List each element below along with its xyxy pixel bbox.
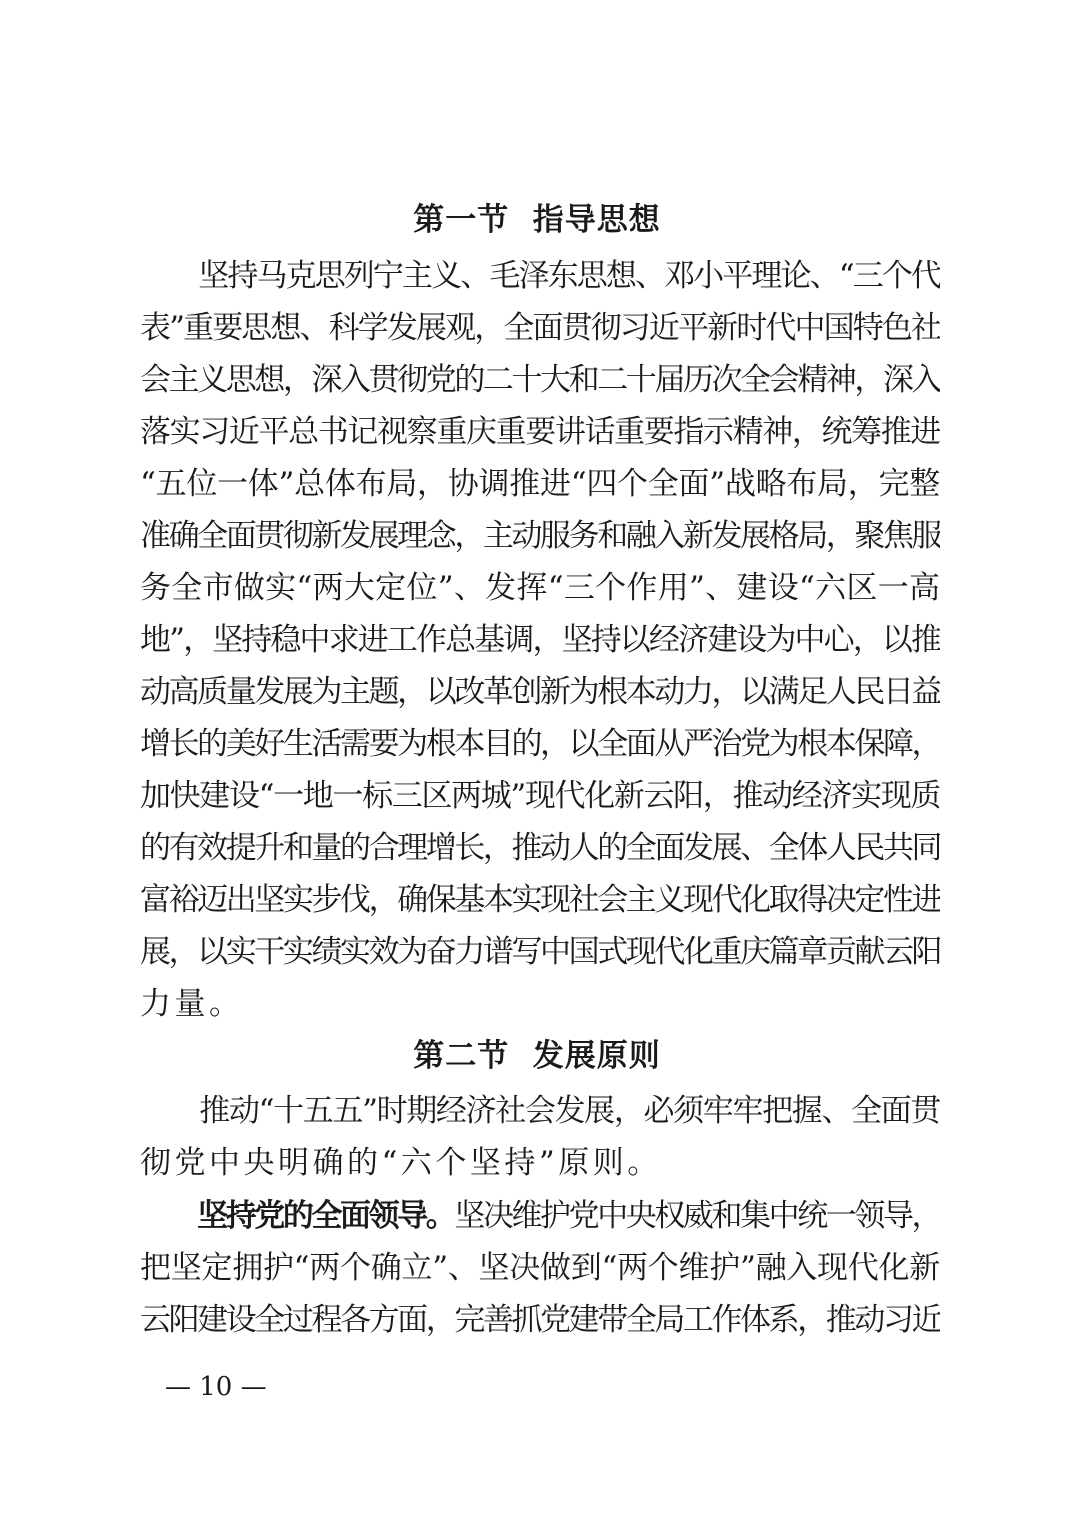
section1-paragraph	[140, 250, 940, 1030]
paragraph-line	[140, 1190, 940, 1242]
paragraph-line: 的有效提升和量的合理增长，推动人的全面发展、全体人民共同	[140, 830, 940, 866]
paragraph-line: 云阳建设全过程各方面，完善抓党建带全局工作体系，推动习近	[140, 1302, 940, 1338]
paragraph-line: 坚持马克思列宁主义、毛泽东思想、邓小平理论、“三个代	[140, 258, 940, 294]
paragraph-line: 富裕迈出坚实步伐，确保基本实现社会主义现代化取得决定性进	[140, 882, 940, 918]
page-number: — 10 —	[165, 1372, 267, 1402]
paragraph-line: 增长的美好生活需要为根本目的，以全面从严治党为根本保障，	[140, 726, 940, 762]
section2-principle-paragraph	[140, 1190, 940, 1346]
paragraph-line: 会主义思想，深入贯彻党的二十大和二十届历次全会精神，深入	[140, 362, 940, 398]
paragraph-line: 准确全面贯彻新发展理念，主动服务和融入新发展格局，聚焦服	[140, 518, 940, 554]
paragraph-line: 力量。	[140, 986, 244, 1022]
principle-heading: 坚持党的全面领导。	[197, 1198, 455, 1234]
paragraph-line: 加快建设“一地一标三区两城”现代化新云阳，推动经济实现质	[140, 778, 940, 814]
paragraph-line: 落实习近平总书记视察重庆重要讲话重要指示精神，统筹推进	[140, 414, 940, 450]
principle-text: 坚决维护党中央权威和集中统一领导，	[454, 1198, 940, 1234]
paragraph-line: 动高质量发展为主题，以改革创新为根本动力，以满足人民日益	[140, 674, 940, 710]
section2-title: 第二节 发展原则	[413, 1038, 661, 1074]
paragraph-line: 展，以实干实绩实效为奋力谱写中国式现代化重庆篇章贡献云阳	[140, 934, 940, 970]
paragraph-line: 务全市做实“两大定位”、发挥“三个作用”、建设“六区一高	[140, 570, 940, 606]
paragraph-line: “五位一体”总体布局，协调推进“四个全面”战略布局，完整	[140, 466, 940, 502]
section1-title: 第一节 指导思想	[413, 202, 661, 238]
paragraph-line: 表”重要思想、科学发展观，全面贯彻习近平新时代中国特色社	[140, 310, 940, 346]
section2-intro-paragraph	[140, 1085, 940, 1189]
paragraph-line: 彻党中央明确的“六个坚持”原则。	[140, 1145, 662, 1181]
paragraph-line: 地”，坚持稳中求进工作总基调，坚持以经济建设为中心，以推	[140, 622, 940, 658]
paragraph-line: 把坚定拥护“两个确立”、坚决做到“两个维护”融入现代化新	[140, 1250, 940, 1286]
paragraph-line: 推动“十五五”时期经济社会发展，必须牢牢把握、全面贯	[140, 1093, 940, 1129]
